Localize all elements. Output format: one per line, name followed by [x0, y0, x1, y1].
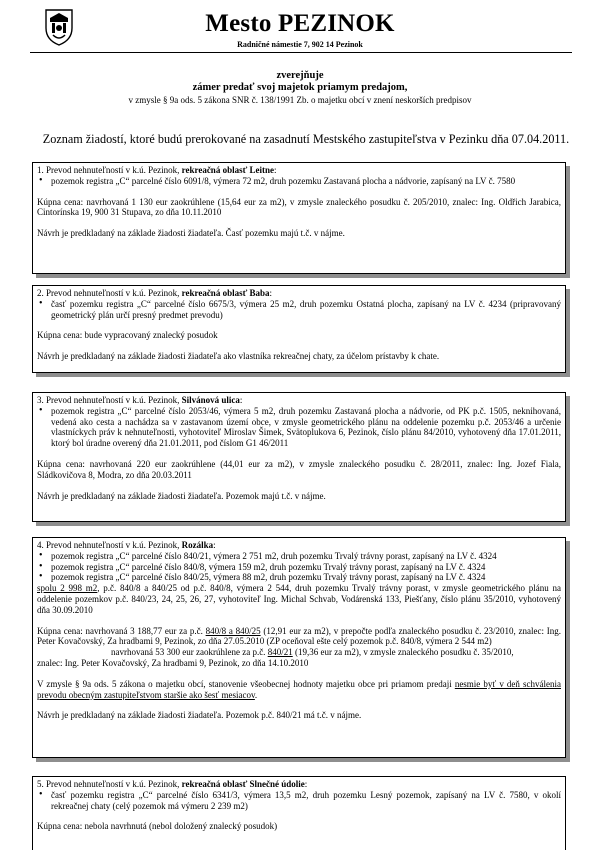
parcel-item: • pozemok registra „C“ parcelné číslo 840/21, výmera 2 751 m2, druh pozemku Trvalý trávny porast, zapísaný na LV č. 4324 [37, 551, 561, 562]
transfer-item-4 [32, 537, 566, 758]
proposal-note: Návrh je predkladaný na základe žiadosti žiadateľa. Pozemok majú t.č. v nájme. [37, 490, 326, 501]
parcel-item: • pozemok registra „C“ parcelné číslo 2053/46, výmera 5 m2, druh pozemku Zastavaná plocha a nádvorie, od PK p.č. 1505, neknihovaná, vedená ako cesta a nachádza sa v zastavanom území obce, v zmysle geometrického plánu na oddelenie pozemku p.č. 2053/46 a určenie vlastníckych práv k nehnuteľnosti, vyhotoviteľ Miroslav Šimek, Svätoplukova 6, Pezinok, číslo plánu 84/2010, vyhotovený dňa 17.01.2011, ktorý bol úradne overený dňa 21.01.2011, pod číslom G1 46/2011 [37, 406, 561, 449]
item-title: 5. Prevod nehnuteľností v k.ú. Pezinok, rekreačná oblasť Slnečné údolie: [37, 779, 308, 789]
purchase-price-second: navrhovaná 53 300 eur zaokrúhlene za p.č. 840/21 (19,36 eur za m2), v zmysle znaleckého posudku č. 35/2010, [111, 647, 514, 658]
proposal-note: Návrh je predkladaný na základe žiadosti žiadateľa. Pozemok p.č. 840/21 má t.č. v nájme. [37, 710, 362, 721]
parcel-list [37, 790, 561, 812]
proposal-note: Návrh je predkladaný na základe žiadosti žiadateľa ako vlastníka rekreačnej chaty, za účelom prístavby k chate. [37, 351, 440, 362]
publication-line-3: v zmysle § 9a ods. 5 zákona SNR č. 138/1991 Zb. o majetku obcí v znení neskorších predpisov [128, 95, 472, 105]
transfer-item-3 [32, 392, 566, 522]
purchase-price: Kúpna cena: navrhovaná 220 eur zaokrúhlene (44,01 eur za m2), v zmysle znaleckého posudku č. 28/2011, znalec: Ing. Jozef Fiala, Sládkovičova 8, Modra, zo dňa 20.03.2011 [37, 458, 561, 480]
parcel-list [37, 551, 561, 583]
item-title: 1. Prevod nehnuteľností v k.ú. Pezinok, rekreačná oblasť Leitne: [37, 165, 277, 175]
transfer-item-2 [32, 285, 566, 373]
parcel-item: • pozemok registra „C“ parcelné číslo 840/25, výmera 88 m2, druh pozemku Trvalý trávny porast, zapísaný na LV č. 4324 [37, 572, 561, 583]
item-title: 2. Prevod nehnuteľností v k.ú. Pezinok, rekreačná oblasť Baba: [37, 288, 273, 298]
transfer-item-1 [32, 162, 566, 274]
legal-note: V zmysle § 9a ods. 5 zákona o majetku obcí, stanovenie všeobecnej hodnoty majetku obce pri priamom predaji nesmie byť v deň schválenia prevodu obecným zastupiteľstvom staršie ako šesť mesiacov. [37, 678, 561, 700]
parcel-item: • časť pozemku registra „C“ parcelné číslo 6675/3, výmera 25 m2, druh pozemku Ostatná plocha, zapísaný na LV č. 4234 (pripravovaný geometrický plán určí presný predmet prevodu) [37, 299, 561, 321]
publication-line-2: zámer predať svoj majetok priamym predajom, [192, 82, 408, 93]
proposal-note: Návrh je predkladaný na základe žiadosti žiadateľa. Časť pozemku majú t.č. v nájme. [37, 228, 345, 239]
item-title: 4. Prevod nehnuteľností v k.ú. Pezinok, Rozálka: [37, 540, 216, 550]
purchase-price: Kúpna cena: nebola navrhnutá (nebol doložený znalecký posudok) [37, 821, 278, 832]
header-divider [30, 52, 572, 53]
parcel-total: spolu 2 998 m2, p.č. 840/8 a 840/25 od p.č. 840/8, výmera 2 544, druh pozemku Trvalý trávny porast, v zmysle geometrického plánu na oddelenie pozemkov p.č. 840/23, 24, 25, 26, 27, vyhotoviteľ Ing. Michal Schvab, Vodárenská 133, Piešťany, číslo plánu 35/2010, vyhotovený dňa 30.09.2010 [37, 583, 561, 615]
transfer-item-5 [32, 776, 566, 850]
purchase-price: Kúpna cena: navrhovaná 1 130 eur zaokrúhlene (15,64 eur za m2), v zmysle znaleckého posudku č. 205/2010, znalec: Ing. Oldřich Jarabica, Cintorínska 19, 900 31 Stupava, zo dňa 10.11.2010 [37, 196, 561, 218]
publication-heading [0, 70, 600, 106]
purchase-price: Kúpna cena: bude vypracovaný znalecký posudok [37, 330, 218, 341]
purchase-price: Kúpna cena: navrhovaná 3 188,77 eur za p.č. 840/8 a 840/25 (12,91 eur za m2), v prepočte podľa znaleckého posudku č. 23/2010, znalec: Ing. Peter Kovačovský, Za hradbami 9, Pezinok, zo dňa 27.05.2010 (ZP oceňoval ešte celý pozemok p.č. 840/8, výmera 2 544 m2) [37, 625, 562, 647]
expert-opinion-line: znalec: Ing. Peter Kovačovský, Za hradbami 9, Pezinok, zo dňa 14.10.2010 [37, 657, 309, 668]
city-address: Radničné námestie 7, 902 14 Pezinok [237, 40, 363, 49]
parcel-item: • pozemok registra „C“ parcelné číslo 6091/8, výmera 72 m2, druh pozemku Zastavaná plocha a nádvorie, zapísaný na LV č. 7580 [37, 176, 561, 187]
parcel-item: • časť pozemku registra „C“ parcelné číslo 6341/3, výmera 13,5 m2, druh pozemku Lesný pozemok, zapísaný na LV č. 7580, v okolí rekreačnej chaty (celý pozemok má výmeru 2 239 m2) [37, 790, 561, 812]
parcel-list [37, 406, 561, 449]
intro-text: Zoznam žiadostí, ktoré budú prerokované na zasadnutí Mestského zastupiteľstva v Pezinku dňa 07.04.2011. [42, 132, 570, 146]
parcel-list [37, 176, 561, 187]
document-title: Mesto PEZINOK [205, 10, 395, 37]
item-title: 3. Prevod nehnuteľností v k.ú. Pezinok, Silvánová ulica: [37, 395, 243, 405]
parcel-list [37, 299, 561, 321]
parcel-item: • pozemok registra „C“ parcelné číslo 840/8, výmera 159 m2, druh pozemku Trvalý trávny porast, zapísaný na LV č. 4324 [37, 562, 561, 573]
publication-line-1: zverejňuje [276, 70, 324, 81]
